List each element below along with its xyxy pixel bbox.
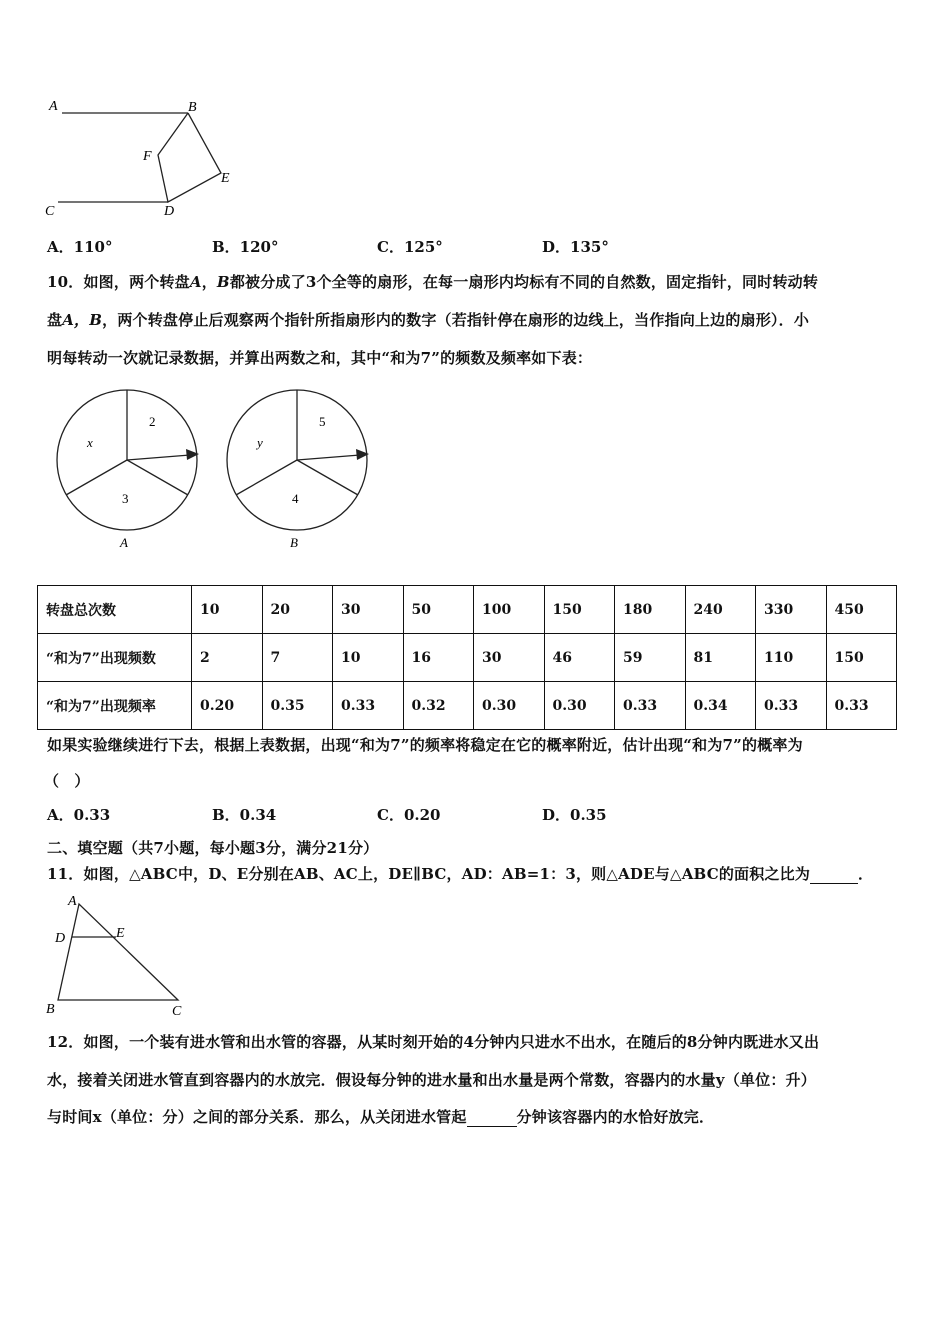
label-e: E xyxy=(221,171,230,186)
spinner-b-pointer xyxy=(297,455,360,460)
q10-line1-a: A xyxy=(189,273,202,291)
spinner-a-divider-right xyxy=(127,460,188,495)
table-cell: 0.32 xyxy=(403,682,474,730)
table-cell: 0.33 xyxy=(333,682,404,730)
q10-line1-b: B xyxy=(216,273,230,291)
q12-line2: 水，接着关闭进水管直到容器内的水放完．假设每分钟的进水量和出水量是两个常数，容器内的水量y（单位：升） xyxy=(47,1071,816,1089)
label-a: A xyxy=(49,99,58,114)
q10-option-d: D．0.35 xyxy=(542,806,607,824)
spinner-a-sector-bottom: 3 xyxy=(122,491,129,506)
label-d: D xyxy=(164,204,175,219)
table-row-header: 转盘总次数 xyxy=(38,586,192,634)
table-cell: 50 xyxy=(403,586,474,634)
q9-option-a: A．110° xyxy=(47,238,113,256)
table-cell: 10 xyxy=(192,586,263,634)
spinner-b xyxy=(220,385,380,555)
spinner-a-sector-left: x xyxy=(87,435,93,450)
section-2-heading: 二、填空题（共7小题，每小题3分，满分21分） xyxy=(47,839,379,857)
q10-option-a: A．0.33 xyxy=(47,806,111,824)
q12-line3-suffix: 分钟该容器内的水恰好放完． xyxy=(516,1108,715,1126)
table-cell: 2 xyxy=(192,634,263,682)
q12-answer-blank[interactable] xyxy=(467,1108,517,1127)
table-row-freqs xyxy=(38,682,897,730)
table-cell: 100 xyxy=(474,586,545,634)
q10-line2-prefix: 盘 xyxy=(47,311,63,329)
q11-text-end: ． xyxy=(858,865,874,883)
table-cell: 180 xyxy=(615,586,686,634)
table-row-header: “和为7”出现频率 xyxy=(38,682,192,730)
table-cell: 20 xyxy=(262,586,333,634)
spinner-b-name: B xyxy=(290,535,298,550)
q9-option-b: B．120° xyxy=(212,238,279,256)
q10-option-c: C．0.20 xyxy=(377,806,441,824)
label-a: A xyxy=(68,894,77,909)
q12-line3 xyxy=(47,1106,714,1127)
q10-line1-comma: ， xyxy=(201,273,217,291)
table-cell: 150 xyxy=(544,586,615,634)
table-cell: 330 xyxy=(756,586,827,634)
q9-figure xyxy=(40,95,240,225)
label-c: C xyxy=(172,1004,182,1019)
spinner-a-name: A xyxy=(120,535,128,550)
label-d: D xyxy=(55,931,66,946)
table-row-totals xyxy=(38,586,897,634)
q10-option-b: B．0.34 xyxy=(212,806,277,824)
table-row-counts xyxy=(38,634,897,682)
table-cell: 450 xyxy=(826,586,897,634)
triangle-abc xyxy=(58,904,178,1000)
q10-line2-suffix: ，两个转盘停止后观察两个指针所指扇形内的数字（若指针停在扇形的边线上，当作指向上边的扇形）．小 xyxy=(102,311,810,329)
spinner-b-divider-right xyxy=(297,460,358,495)
label-c: C xyxy=(45,204,55,219)
spinner-a-sector-top: 2 xyxy=(149,414,156,429)
spinner-b-sector-bottom: 4 xyxy=(292,491,299,506)
q11-text xyxy=(47,863,873,884)
label-b: B xyxy=(46,1002,55,1017)
spinner-a-divider-left xyxy=(66,460,127,495)
spinner-b-sector-left: y xyxy=(257,435,263,450)
q10-after-line2: （ ） xyxy=(44,772,90,790)
q9-option-d: D．135° xyxy=(542,238,609,256)
table-cell: 30 xyxy=(333,586,404,634)
table-cell: 30 xyxy=(474,634,545,682)
table-cell: 0.33 xyxy=(826,682,897,730)
table-cell: 46 xyxy=(544,634,615,682)
table-cell: 81 xyxy=(685,634,756,682)
q11-figure xyxy=(40,890,190,1020)
spinner-b-sector-top: 5 xyxy=(319,414,326,429)
table-cell: 10 xyxy=(333,634,404,682)
q9-option-c: C．125° xyxy=(377,238,443,256)
q12-line3-prefix: 与时间x（单位：分）之间的部分关系．那么，从关闭进水管起 xyxy=(47,1108,467,1126)
q11-answer-blank[interactable] xyxy=(810,865,858,884)
q10-line2 xyxy=(47,309,809,330)
table-cell: 7 xyxy=(262,634,333,682)
table-cell: 0.33 xyxy=(756,682,827,730)
table-cell: 0.34 xyxy=(685,682,756,730)
q10-line3: 明每转动一次就记录数据，并算出两数之和，其中“和为7”的频数及频率如下表： xyxy=(47,349,593,367)
spinner-a-pointer xyxy=(127,455,190,460)
spinner-a xyxy=(50,385,210,555)
table-cell: 150 xyxy=(826,634,897,682)
q10-line1-prefix: 10．如图，两个转盘 xyxy=(47,273,190,291)
table-row-header: “和为7”出现频数 xyxy=(38,634,192,682)
polyline-bfde xyxy=(158,113,221,202)
label-b: B xyxy=(188,100,197,115)
frequency-table xyxy=(37,585,897,730)
table-cell: 0.20 xyxy=(192,682,263,730)
q11-text-body: 11．如图，△ABC中，D、E分别在AB、AC上，DE∥BC，AD：AB=1：3，则△ADE与△ABC的面积之比为 xyxy=(47,865,811,883)
table-cell: 0.30 xyxy=(544,682,615,730)
q10-after-line1: 如果实验继续进行下去，根据上表数据，出现“和为7”的频率将稳定在它的概率附近，估计出现“和为7”的概率为 xyxy=(47,736,803,754)
q10-line1 xyxy=(47,271,818,292)
spinner-b-divider-left xyxy=(236,460,297,495)
table-cell: 59 xyxy=(615,634,686,682)
q12-line1: 12．如图，一个装有进水管和出水管的容器，从某时刻开始的4分钟内只进水不出水，在随后的8分钟内既进水又出 xyxy=(47,1033,820,1051)
q10-line2-ab: A，B xyxy=(62,311,103,329)
table-cell: 110 xyxy=(756,634,827,682)
table-cell: 0.35 xyxy=(262,682,333,730)
table-cell: 0.30 xyxy=(474,682,545,730)
table-cell: 16 xyxy=(403,634,474,682)
table-cell: 0.33 xyxy=(615,682,686,730)
table-cell: 240 xyxy=(685,586,756,634)
label-f: F xyxy=(143,149,152,164)
label-e: E xyxy=(116,926,125,941)
q10-line1-suffix: 都被分成了3个全等的扇形，在每一扇形内均标有不同的自然数，固定指针，同时转动转 xyxy=(229,273,819,291)
